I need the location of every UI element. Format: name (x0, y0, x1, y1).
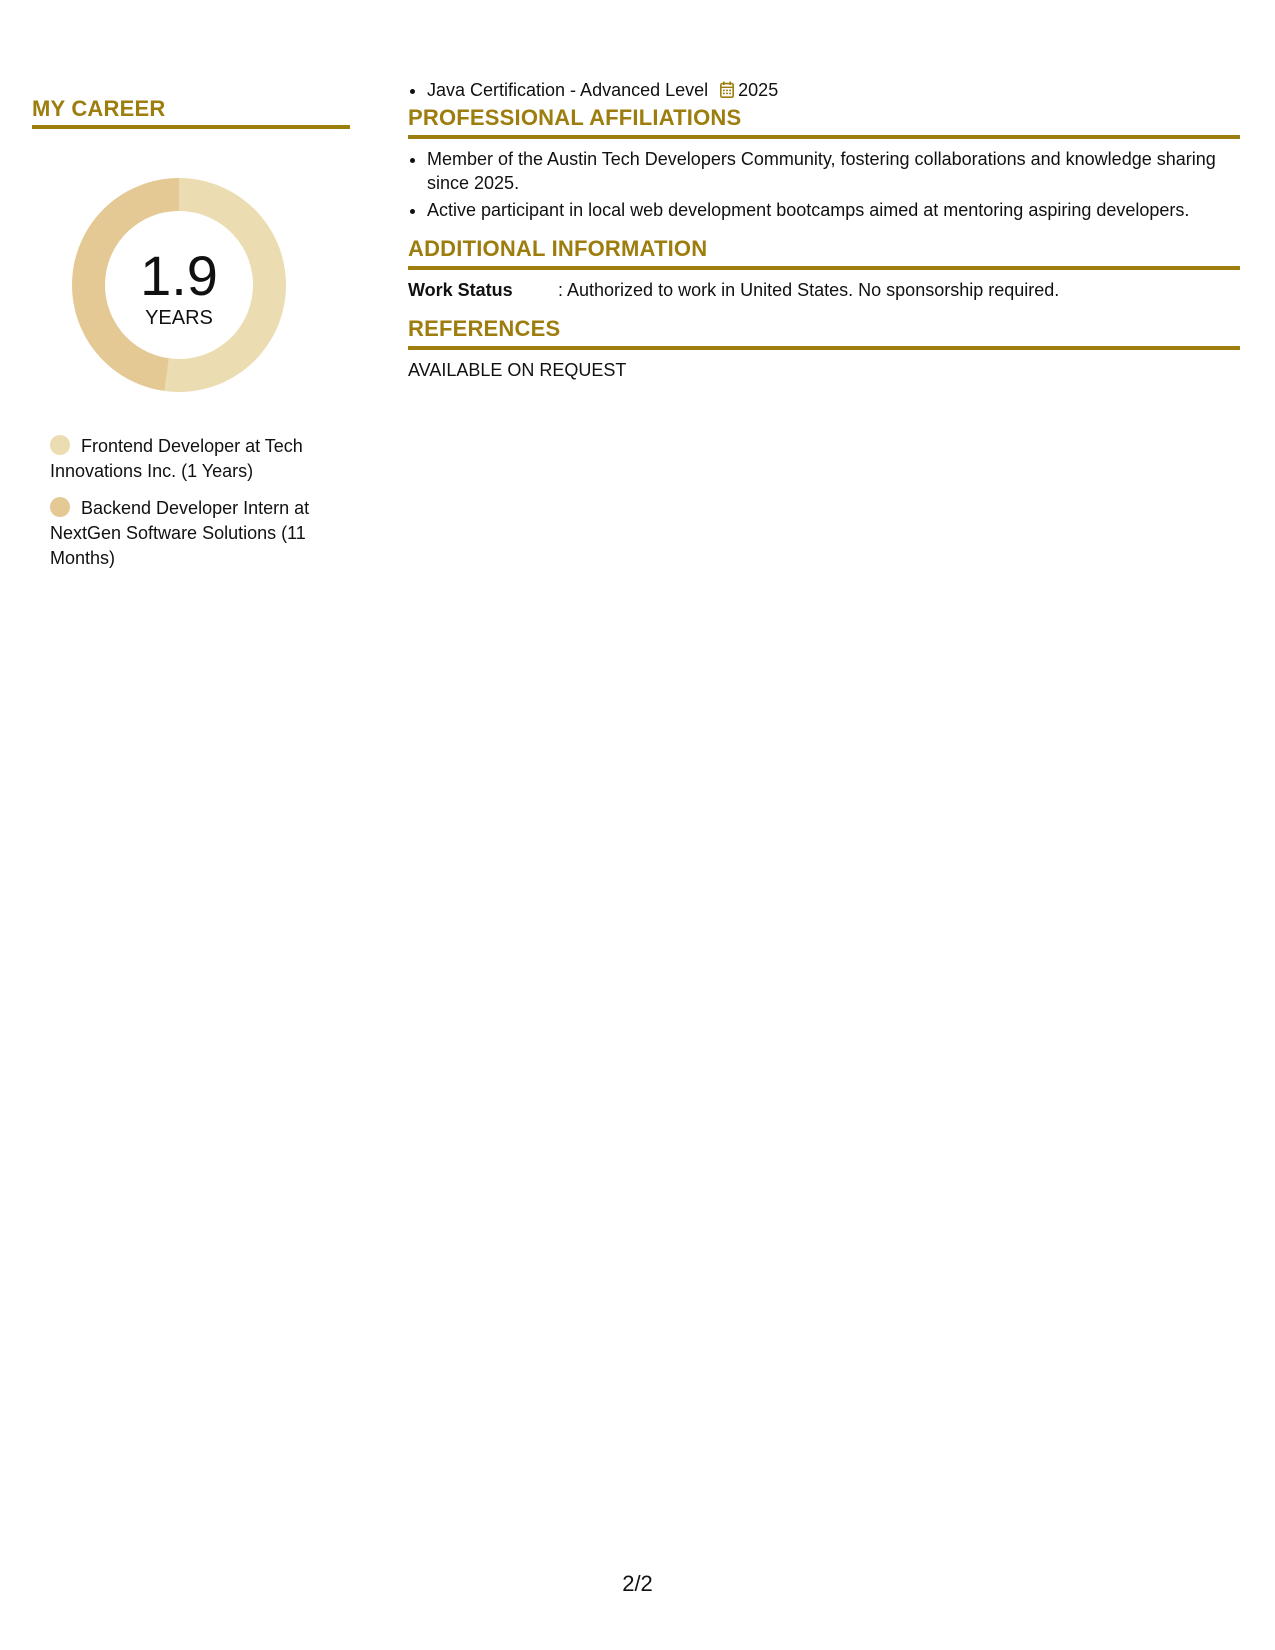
legend-label: Frontend Developer at Tech Innovations Inc. (1 Years) (50, 436, 303, 481)
legend-dot-icon (50, 435, 70, 455)
affiliation-item: • Member of the Austin Tech Developers Community, fostering collaborations and knowledge sharing since 2025. (427, 147, 1240, 195)
affiliation-item: • Active participant in local web development bootcamps aimed at mentoring aspiring developers. (427, 198, 1240, 222)
references-section (408, 316, 1240, 382)
additional-info-section (408, 236, 1240, 302)
additional-info-heading: ADDITIONAL INFORMATION (408, 236, 1240, 270)
legend-label: Backend Developer Intern at NextGen Software Solutions (11 Months) (50, 498, 310, 568)
references-text: AVAILABLE ON REQUEST (408, 360, 627, 380)
certification-name: Java Certification - Advanced Level (427, 80, 709, 100)
certification-year: 2025 (738, 80, 779, 100)
career-legend (50, 434, 330, 571)
affiliations-list (408, 147, 1240, 222)
work-status-row (408, 278, 1240, 302)
page-number: 2/2 (622, 1571, 653, 1596)
work-status-label: Work Status (408, 280, 513, 300)
certification-list (408, 78, 1240, 102)
calendar-icon (720, 80, 734, 97)
work-status-value: : Authorized to work in United States. No sponsorship required. (558, 280, 1060, 300)
career-total-unit: YEARS (145, 307, 213, 329)
legend-dot-icon (50, 497, 70, 517)
career-donut-chart (66, 172, 292, 398)
career-total-value: 1.9 (140, 244, 218, 307)
legend-item (50, 434, 330, 484)
affiliations-heading: PROFESSIONAL AFFILIATIONS (408, 105, 1240, 139)
donut-center (66, 172, 292, 398)
certification-item (427, 78, 1240, 102)
career-heading: MY CAREER (32, 96, 350, 129)
affiliations-section (408, 105, 1240, 222)
references-heading: REFERENCES (408, 316, 1240, 350)
career-sidebar (32, 96, 350, 583)
legend-item (50, 496, 330, 571)
main-content (408, 78, 1240, 396)
